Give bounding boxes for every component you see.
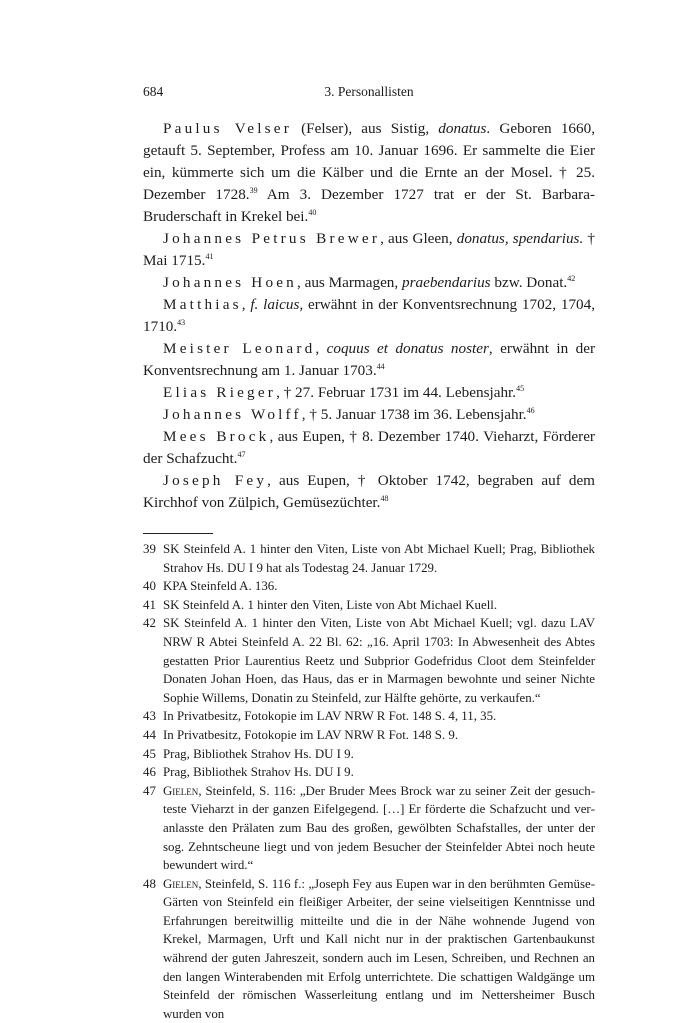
footnote-text: In Privatbesitz, Fotokopie im LAV NRW R Fot. 148 S. 4, 11, 35. xyxy=(163,709,497,724)
footnote-text xyxy=(163,875,595,1023)
entry-name: Johannes Hoen xyxy=(163,274,297,291)
entry-italic: praebendarius xyxy=(402,274,491,291)
entry-text: , xyxy=(241,296,251,313)
footnote-ref[interactable]: 44 xyxy=(376,362,385,371)
entry-text: , aus Eupen, † Oktober 1742, begraben auf dem Kirchhof von Zülpich, Gemüsezüchter. xyxy=(143,472,595,511)
footnote-ref[interactable]: 48 xyxy=(380,494,389,503)
entry-name: Johannes Wolff xyxy=(163,406,302,423)
page xyxy=(143,84,595,1023)
running-title: 3. Personallisten xyxy=(324,84,414,99)
footnote-number: 47 xyxy=(143,783,156,798)
entry-paragraph xyxy=(143,382,595,404)
footnote-ref[interactable]: 47 xyxy=(237,450,246,459)
footnote-number: 48 xyxy=(143,876,156,891)
footnote xyxy=(143,782,595,875)
footnote xyxy=(143,540,595,577)
footnote-author: Gielen xyxy=(163,783,199,798)
entry-text: (Felser), aus Sistig, xyxy=(291,120,439,137)
entry-italic: donatus, spendarius. xyxy=(456,230,584,247)
footnote-number: 39 xyxy=(143,542,156,556)
entry-paragraph xyxy=(143,338,595,382)
footnote xyxy=(143,875,595,1023)
footnote-text: SK Steinfeld A. 1 hinter den Viten, Liste von Abt Michael Kuell; Prag, Bibliothek Strahov Hs. DU I 9 hat als Todestag 24. Januar 1729. xyxy=(163,542,595,575)
entry-text: , erwähnt in der Konventsrechnung 1702, 1704, 1710. xyxy=(143,296,596,335)
entry-text: † Mai 1715. xyxy=(143,230,596,269)
footnote-ref[interactable]: 40 xyxy=(308,208,317,217)
footnote-text: KPA Steinfeld A. 136. xyxy=(163,579,278,594)
entry-text: , aus Gleen, xyxy=(380,230,457,247)
footnote-number: 42 xyxy=(143,616,156,631)
footnote-body: , Steinfeld, S. 116: „Der Bruder Mees Brock war zu seiner Zeit der gesuchteste Vieharzt in der ganzen Eifelgegend. […] Er förderte die Schafzucht und veranlasste den Prälaten zum Bau des großen, gewölbten Schafstalles, der unter der sog. Zehntscheune liegt und von jedem Besucher der Steinfelder Abtei noch heute bewundert wird.“ xyxy=(163,783,595,873)
entry-text: , aus Marmagen, xyxy=(296,274,402,291)
footnote xyxy=(143,614,595,707)
footnote xyxy=(143,596,595,615)
entry-name: Matthias xyxy=(163,296,242,313)
footnotes xyxy=(143,540,595,1023)
entry-italic: donatus xyxy=(438,120,487,137)
footnote xyxy=(143,707,595,726)
footnote-text: In Privatbesitz, Fotokopie im LAV NRW R Fot. 148 S. 9. xyxy=(163,727,459,742)
footnote-number: 46 xyxy=(143,765,156,780)
footnote-text: Prag, Bibliothek Strahov Hs. DU I 9. xyxy=(163,765,354,780)
footnote xyxy=(143,726,595,745)
footnote-text: SK Steinfeld A. 1 hinter den Viten, Liste von Abt Michael Kuell. xyxy=(163,597,498,612)
entry-text: , aus Eupen, † 8. Dezember 1740. Vieharzt, Förderer der Schafzucht. xyxy=(143,428,595,467)
footnote-number: 40 xyxy=(143,579,156,594)
footnote-author: Gielen xyxy=(163,876,199,891)
footnote-number: 45 xyxy=(143,746,156,761)
entry-paragraph xyxy=(143,272,595,294)
entry-paragraph xyxy=(143,470,595,514)
footnote-ref[interactable]: 42 xyxy=(567,274,576,283)
entry-paragraph xyxy=(143,426,595,470)
footnote-text: SK Steinfeld A. 1 hinter den Viten, Liste von Abt Michael Kuell; vgl. dazu LAV NRW R Abtei Steinfeld A. 22 Bl. 62: „16. April 1703: In Abwesenheit des Abtes gestatten Prior Laurentius Reetz und Subprior Godefridus Cloot dem Steinfelder Donaten Johan Hoen, das Haus, das er in Marmagen bewohnte und seiner Nichte Sophie Willems, Donatin zu Steinfeld, zur Hälfte gehörte, zu verkaufen.“ xyxy=(163,616,595,705)
footnote-ref[interactable]: 45 xyxy=(516,384,525,393)
footnote-separator xyxy=(143,533,213,534)
entry-name: Mees Brock xyxy=(163,428,270,445)
footnote-ref[interactable]: 46 xyxy=(526,406,535,415)
entry-text: , † 27. Februar 1731 im 44. Lebensjahr. xyxy=(276,384,517,401)
entry-name: Johannes Petrus Brewer xyxy=(163,230,381,247)
footnote-number: 44 xyxy=(143,727,156,742)
footnote xyxy=(143,745,595,764)
entry-text: , erwähnt in der Konventsrechnung am 1. Januar 1703. xyxy=(143,340,595,379)
entry-italic: f. laicus xyxy=(250,296,300,313)
entry-text: bzw. Donat. xyxy=(490,274,568,291)
footnote-text xyxy=(163,782,595,875)
entry-name: Joseph Fey xyxy=(163,472,268,489)
entry-text: Am 3. Dezember 1727 trat er der St. Barbara-Bruderschaft in Krekel bei. xyxy=(143,186,595,225)
body-text xyxy=(143,118,595,514)
entry-text: , xyxy=(315,340,327,357)
footnote xyxy=(143,577,595,596)
footnote-number: 43 xyxy=(143,709,156,724)
entry-text: . Geboren 1660, getauft 5. September, Profess am 10. Januar 1696. Er sammelte die Eier ein, kümmerte sich um die Kälber und die Ernte an der Mosel. † 25. Dezember 1728. xyxy=(143,120,595,203)
entry-name: Elias Rieger xyxy=(163,384,277,401)
entry-text: , † 5. Januar 1738 im 36. Lebensjahr. xyxy=(301,406,527,423)
footnote-ref[interactable]: 43 xyxy=(177,318,186,327)
footnote-body: , Steinfeld, S. 116 f.: „Joseph Fey aus Eupen war in den berühmten GemüseGärten von Steinfeld ein fleißiger Arbeiter, der seine vielseitigen Kenntnisse und Erfahrungen bereitwillig mitteilte und die in der Nähe wohnende Jugend von Krekel, Marmagen, Urft und Kall nicht nur in der praktischen Gartenbaukunst während der guten Jahreszeit, sondern auch im Lesen, Schreiben, und Rechnen an den langen Winterabenden mit Erfolg unterrichtete. Die schattigen Waldgänge um Steinfeld der römischen Wasserleitung entlang und im Nettersheimer Busch wurden von xyxy=(163,876,595,1021)
page-header xyxy=(143,84,595,102)
entry-paragraph xyxy=(143,294,595,338)
footnote-ref[interactable]: 39 xyxy=(249,186,258,195)
footnote xyxy=(143,763,595,782)
footnote-ref[interactable]: 41 xyxy=(205,252,214,261)
entry-name: Meister Leonard xyxy=(163,340,316,357)
footnote-text: Prag, Bibliothek Strahov Hs. DU I 9. xyxy=(163,746,354,761)
footnote-number: 41 xyxy=(143,597,156,612)
entry-paragraph xyxy=(143,118,595,228)
entry-paragraph xyxy=(143,228,595,272)
entry-paragraph xyxy=(143,404,595,426)
entry-italic: coquus et donatus noster xyxy=(326,340,489,357)
page-number: 684 xyxy=(143,84,164,99)
entry-name: Paulus Velser xyxy=(163,120,292,137)
